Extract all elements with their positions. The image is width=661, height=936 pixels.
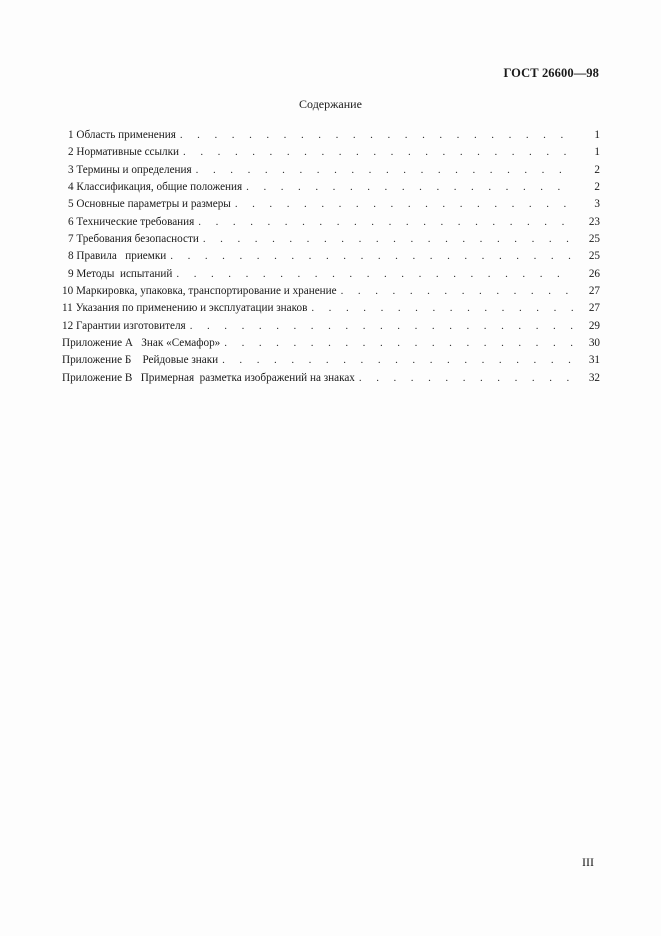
toc-entry-label: 5 Основные параметры и размеры [62,196,235,213]
toc-entry[interactable] [62,231,600,248]
toc-entry[interactable] [62,127,600,144]
toc-entry-page: 2 [574,162,600,179]
toc-entry[interactable] [62,300,600,317]
toc-entry-page: 25 [574,248,600,265]
toc-leader-dots [203,231,574,248]
toc-entry-page: 27 [574,283,600,300]
toc-entry-label: 1 Область применения [62,127,180,144]
toc-entry[interactable] [62,335,600,352]
toc-leader-dots [224,335,574,352]
toc-entry[interactable] [62,196,600,213]
toc-entry-label: 3 Термины и определения [62,162,196,179]
toc-leader-dots [183,144,574,161]
toc-leader-dots [180,127,574,144]
toc-entry-label: 7 Требования безопасности [62,231,203,248]
toc-entry-label: 8 Правила приемки [62,248,170,265]
toc-entry[interactable] [62,352,600,369]
toc-entry-page: 31 [574,352,600,369]
toc-leader-dots [246,179,574,196]
toc-entry[interactable] [62,283,600,300]
toc-entry-label: 9 Методы испытаний [62,266,176,283]
toc-entry[interactable] [62,144,600,161]
toc-leader-dots [235,196,574,213]
toc-entry-page: 25 [574,231,600,248]
page-number: III [582,855,594,869]
toc-entry-label: Приложение Б Рейдовые знаки [62,352,222,369]
toc-entry-page: 23 [574,214,600,231]
toc-entry-page: 29 [574,318,600,335]
toc-leader-dots [341,283,574,300]
toc-entry-label: 11 Указания по применению и эксплуатации знаков [62,300,311,317]
table-of-contents [62,127,600,387]
toc-entry-page: 27 [574,300,600,317]
standard-code-header: ГОСТ 26600—98 [503,66,599,80]
toc-entry-label: 12 Гарантии изготовителя [62,318,190,335]
toc-entry-page: 3 [574,196,600,213]
toc-entry-label: Приложение А Знак «Семафор» [62,335,224,352]
toc-leader-dots [190,318,574,335]
toc-entry-label: Приложение В Примерная разметка изображений на знаках [62,370,359,387]
toc-leader-dots [222,352,574,369]
toc-entry-page: 1 [574,144,600,161]
toc-entry-label: 2 Нормативные ссылки [62,144,183,161]
toc-entry[interactable] [62,370,600,387]
toc-entry-page: 1 [574,127,600,144]
toc-leader-dots [359,370,574,387]
toc-entry-page: 30 [574,335,600,352]
toc-title: Содержание [299,97,362,111]
toc-leader-dots [311,300,574,317]
toc-entry[interactable] [62,248,600,265]
toc-leader-dots [198,214,574,231]
toc-entry-page: 32 [574,370,600,387]
toc-entry-page: 2 [574,179,600,196]
toc-leader-dots [176,266,574,283]
toc-leader-dots [170,248,574,265]
toc-entry[interactable] [62,179,600,196]
toc-entry[interactable] [62,162,600,179]
toc-entry-label: 6 Технические требования [62,214,198,231]
toc-entry-label: 4 Классификация, общие положения [62,179,246,196]
toc-entry-label: 10 Маркировка, упаковка, транспортирование и хранение [62,283,341,300]
toc-leader-dots [196,162,574,179]
toc-entry[interactable] [62,266,600,283]
toc-entry-page: 26 [574,266,600,283]
toc-entry[interactable] [62,214,600,231]
toc-entry[interactable] [62,318,600,335]
